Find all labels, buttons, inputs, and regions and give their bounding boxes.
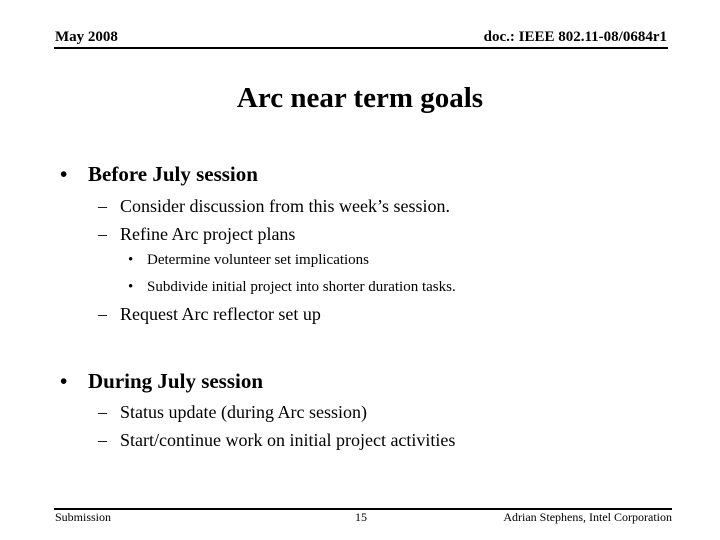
sub-sub-bullet: • Subdivide initial project into shorter duration tasks.	[128, 279, 456, 295]
slide-title: Arc near term goals	[236, 82, 484, 114]
sub-sub-bullet-text: Determine volunteer set implications	[147, 252, 370, 268]
footer-submission: Submission	[55, 510, 112, 524]
sub-bullet-text: Start/continue work on initial project activities	[120, 430, 456, 450]
header-date: May 2008	[55, 29, 118, 45]
header-rule	[54, 47, 668, 49]
bullet-text: During July session	[88, 369, 264, 393]
sub-sub-bullet-text: Subdivide initial project into shorter duration tasks.	[147, 279, 456, 295]
footer-author: Adrian Stephens, Intel Corporation	[503, 510, 672, 524]
page-number: 15	[355, 510, 367, 524]
sub-bullet: – Refine Arc project plans	[98, 224, 296, 244]
bullet-2: • During July session	[60, 369, 264, 393]
bullet-1: • Before July session	[60, 162, 258, 186]
sub-sub-bullet: • Determine volunteer set implications	[128, 252, 370, 268]
sub-bullet-text: Refine Arc project plans	[120, 224, 296, 244]
sub-bullet: – Start/continue work on initial project activities	[98, 430, 456, 450]
sub-bullet-text: Request Arc reflector set up	[120, 304, 321, 324]
sub-bullet: – Consider discussion from this week’s session.	[98, 196, 450, 216]
sub-bullet-text: Consider discussion from this week’s session.	[120, 196, 450, 216]
sub-bullet: – Request Arc reflector set up	[98, 304, 321, 324]
sub-bullet-text: Status update (during Arc session)	[120, 402, 367, 422]
bullet-text: Before July session	[88, 162, 258, 186]
header-doc-id: doc.: IEEE 802.11-08/0684r1	[483, 29, 667, 45]
sub-bullet: – Status update (during Arc session)	[98, 402, 367, 422]
